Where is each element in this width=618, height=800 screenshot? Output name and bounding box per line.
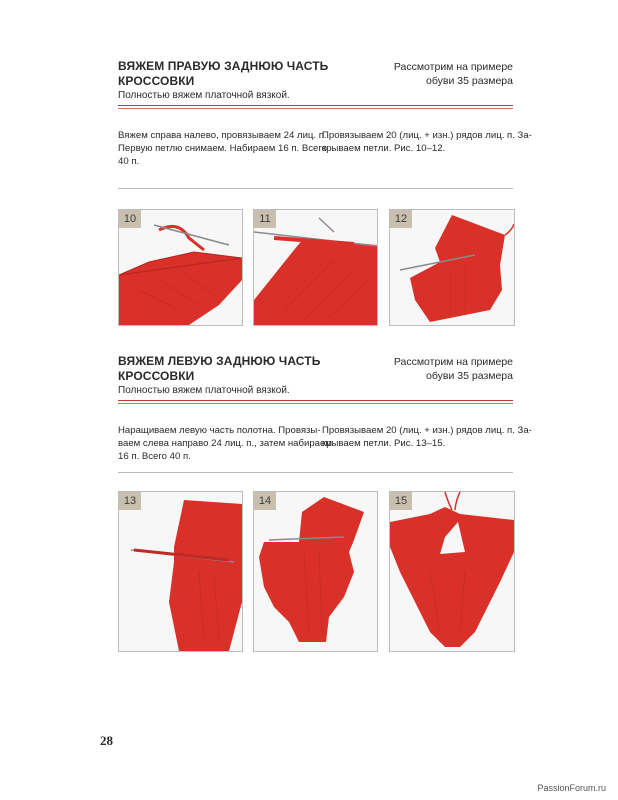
section2-size-line1: Рассмотрим на примере [393, 356, 513, 368]
section2-text-left [118, 424, 332, 463]
photo-11-number: 11 [254, 210, 276, 228]
knitting-photo-icon [119, 492, 242, 651]
section1-text-left-line3: 40 п. [118, 156, 140, 167]
section1-text-right-line2: крываем петли. Рис. 10–12. [322, 143, 446, 154]
section2-subtitle: Полностью вяжем платочной вязкой. [118, 385, 290, 396]
section2-text-right-line1: Провязываем 20 (лиц. + изн.) рядов лиц. п. За- [322, 425, 532, 436]
knitting-photo-icon [390, 492, 514, 651]
section1-text-right-line1: Провязываем 20 (лиц. + изн.) рядов лиц. п. За- [322, 130, 532, 141]
section2-title-line2: КРОССОВКИ [118, 369, 195, 383]
knitting-photo-icon [254, 492, 377, 651]
site-watermark: PassionForum.ru [537, 783, 606, 793]
section2-title-line1: ВЯЖЕМ ЛЕВУЮ ЗАДНЮЮ ЧАСТЬ [118, 354, 321, 368]
section1-title-line2: КРОССОВКИ [118, 74, 195, 88]
photo-14-number: 14 [254, 492, 276, 510]
section2-text-left-line3: 16 п. Всего 40 п. [118, 451, 191, 462]
photo-12 [389, 209, 515, 326]
section2-text-left-line2: ваем слева направо 24 лиц. п., затем набираем [118, 438, 332, 449]
section1-size-line1: Рассмотрим на примере [393, 61, 513, 73]
section2-text-left-line1: Наращиваем левую часть полотна. Провязы- [118, 425, 321, 436]
section2-rule-top [118, 400, 513, 401]
photo-13 [118, 491, 243, 652]
section1-text-left-line2: Первую петлю снимаем. Набираем 16 п. Всего [118, 143, 328, 154]
section2-text-right-line2: крываем петли. Рис. 13–15. [322, 438, 446, 449]
section1-divider [118, 188, 513, 189]
photo-11 [253, 209, 378, 326]
section2-rule-top2 [118, 403, 513, 404]
section2-divider [118, 472, 513, 473]
photo-15-number: 15 [390, 492, 412, 510]
section2-text-right [322, 424, 532, 450]
section1-rule-top2 [118, 108, 513, 109]
photo-13-number: 13 [119, 492, 141, 510]
photo-12-number: 12 [390, 210, 412, 228]
section2-size-line2: обуви 35 размера [426, 370, 513, 382]
photo-10 [118, 209, 243, 326]
photo-15 [389, 491, 515, 652]
section1-title-line1: ВЯЖЕМ ПРАВУЮ ЗАДНЮЮ ЧАСТЬ [118, 59, 329, 73]
section1-text-left-line1: Вяжем справа налево, провязываем 24 лиц. п. [118, 130, 327, 141]
page-number: 28 [100, 733, 113, 748]
photo-14 [253, 491, 378, 652]
section1-subtitle: Полностью вяжем платочной вязкой. [118, 90, 290, 101]
section1-rule-top [118, 105, 513, 106]
section1-size-line2: обуви 35 размера [426, 75, 513, 87]
section1-text-right [322, 129, 532, 155]
section1-text-left [118, 129, 327, 168]
photo-10-number: 10 [119, 210, 141, 228]
